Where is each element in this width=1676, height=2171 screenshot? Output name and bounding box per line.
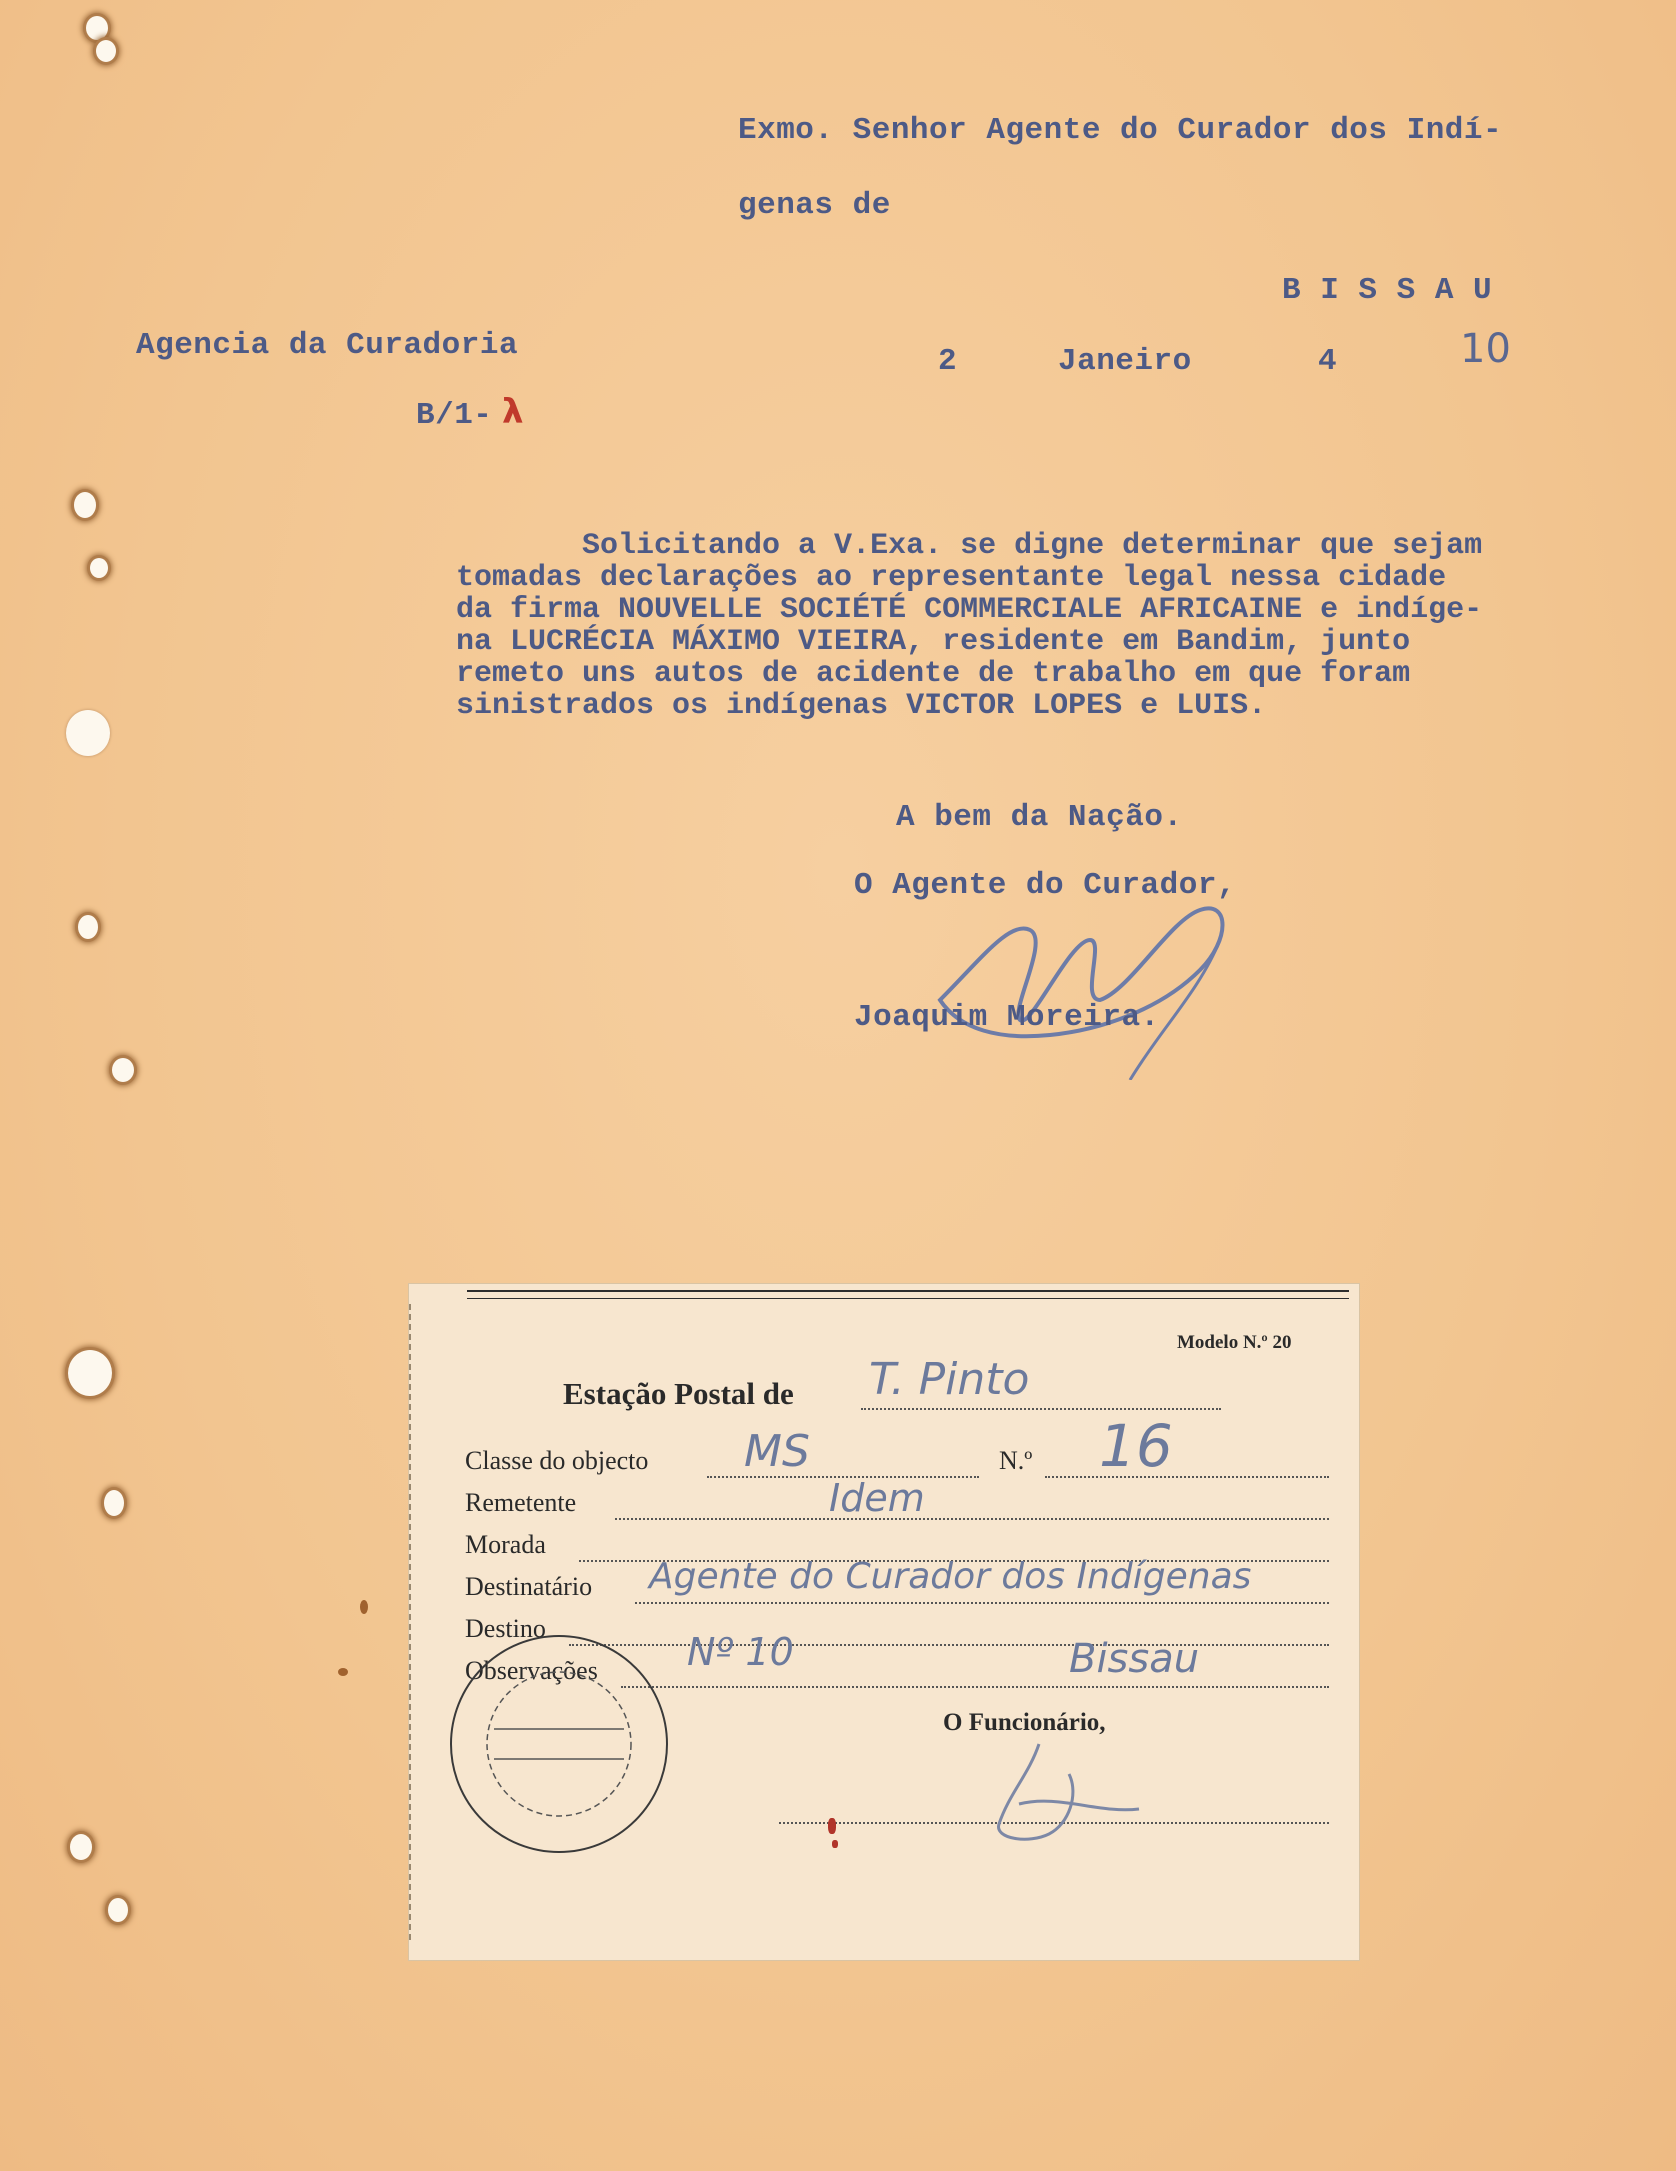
signatory-title: O Agente do Curador, [854,868,1237,903]
punch-hole [104,1490,124,1516]
perforated-edge [409,1304,411,1940]
signature [900,880,1320,1080]
punch-hole [66,710,110,756]
value-destino: Nº 10 [687,1630,794,1674]
stain [338,1668,348,1676]
postmark-stamp [444,1629,674,1859]
date-month: Janeiro [1058,344,1192,379]
dotted-line [861,1408,1221,1410]
letter-body [456,530,1596,722]
body-line: remeto uns autos de acidente de trabalho em que foram [456,657,1411,691]
model-number: Modelo N.º 20 [1177,1332,1292,1353]
dotted-line [615,1518,1329,1520]
stain [832,1840,838,1848]
body-line: sinistrados os indígenas VICTOR LOPES e LUIS. [456,689,1267,723]
divider [467,1298,1349,1299]
dotted-line [621,1686,1329,1688]
stain [828,1818,836,1834]
value-classe: MS [744,1426,810,1477]
label-remetente: Remetente [465,1488,577,1517]
label-numero: N.º [999,1446,1033,1475]
dotted-line [569,1644,1329,1646]
label-classe: Classe do objecto [465,1446,649,1475]
punch-hole [86,16,108,40]
addressee-line-1: Exmo. Senhor Agente do Curador dos Indí- [738,113,1503,148]
dotted-line [635,1602,1329,1604]
signatory-name: Joaquim Moreira. [854,1000,1160,1035]
punch-hole [112,1058,134,1082]
date-year: 4 [1318,344,1338,379]
station-handwritten: T. Pinto [869,1354,1030,1405]
addressee-city: B I S S A U [1282,273,1493,308]
value-observacoes: Bissau [1069,1636,1200,1682]
punch-hole [96,40,116,62]
label-observacoes: Observações [465,1656,598,1685]
clerk-signature [969,1734,1149,1854]
label-morada: Morada [465,1530,546,1559]
value-numero: 16 [1099,1412,1173,1480]
stain [360,1600,368,1614]
date-day: 2 [938,344,958,379]
funcionario-label: O Funcionário, [943,1709,1106,1736]
postal-receipt-slip [408,1283,1360,1961]
body-line: da firma NOUVELLE SOCIÉTÉ COMMERCIALE AFRICAINE e indíge- [456,593,1483,627]
punch-hole [70,1834,92,1860]
body-line: tomadas declarações ao representante legal nessa cidade [456,561,1447,595]
label-destino: Destino [465,1614,546,1643]
punch-hole [90,558,108,578]
body-line: na LUCRÉCIA MÁXIMO VIEIRA, residente em Bandim, junto [456,625,1411,659]
reference-red-mark: λ [502,392,524,432]
value-destinatario: Agente do Curador dos Indígenas [649,1556,1252,1597]
sender-office: Agencia da Curadoria [136,328,519,363]
punch-hole [68,1350,112,1396]
punch-hole [74,492,96,518]
label-destinatario: Destinatário [465,1572,593,1601]
addressee-line-2: genas de [738,188,891,223]
body-line: Solicitando a V.Exa. se digne determinar que sejam [456,529,1483,563]
punch-hole [78,915,98,939]
value-remetente: Idem [829,1476,925,1520]
document-number: 10 [1460,326,1511,372]
divider [467,1290,1349,1292]
dotted-line [1045,1476,1329,1478]
slip-title: Estação Postal de [563,1376,794,1411]
closing: A bem da Nação. [896,800,1183,835]
reference-code: B/1- [416,398,493,433]
punch-hole [108,1898,128,1922]
